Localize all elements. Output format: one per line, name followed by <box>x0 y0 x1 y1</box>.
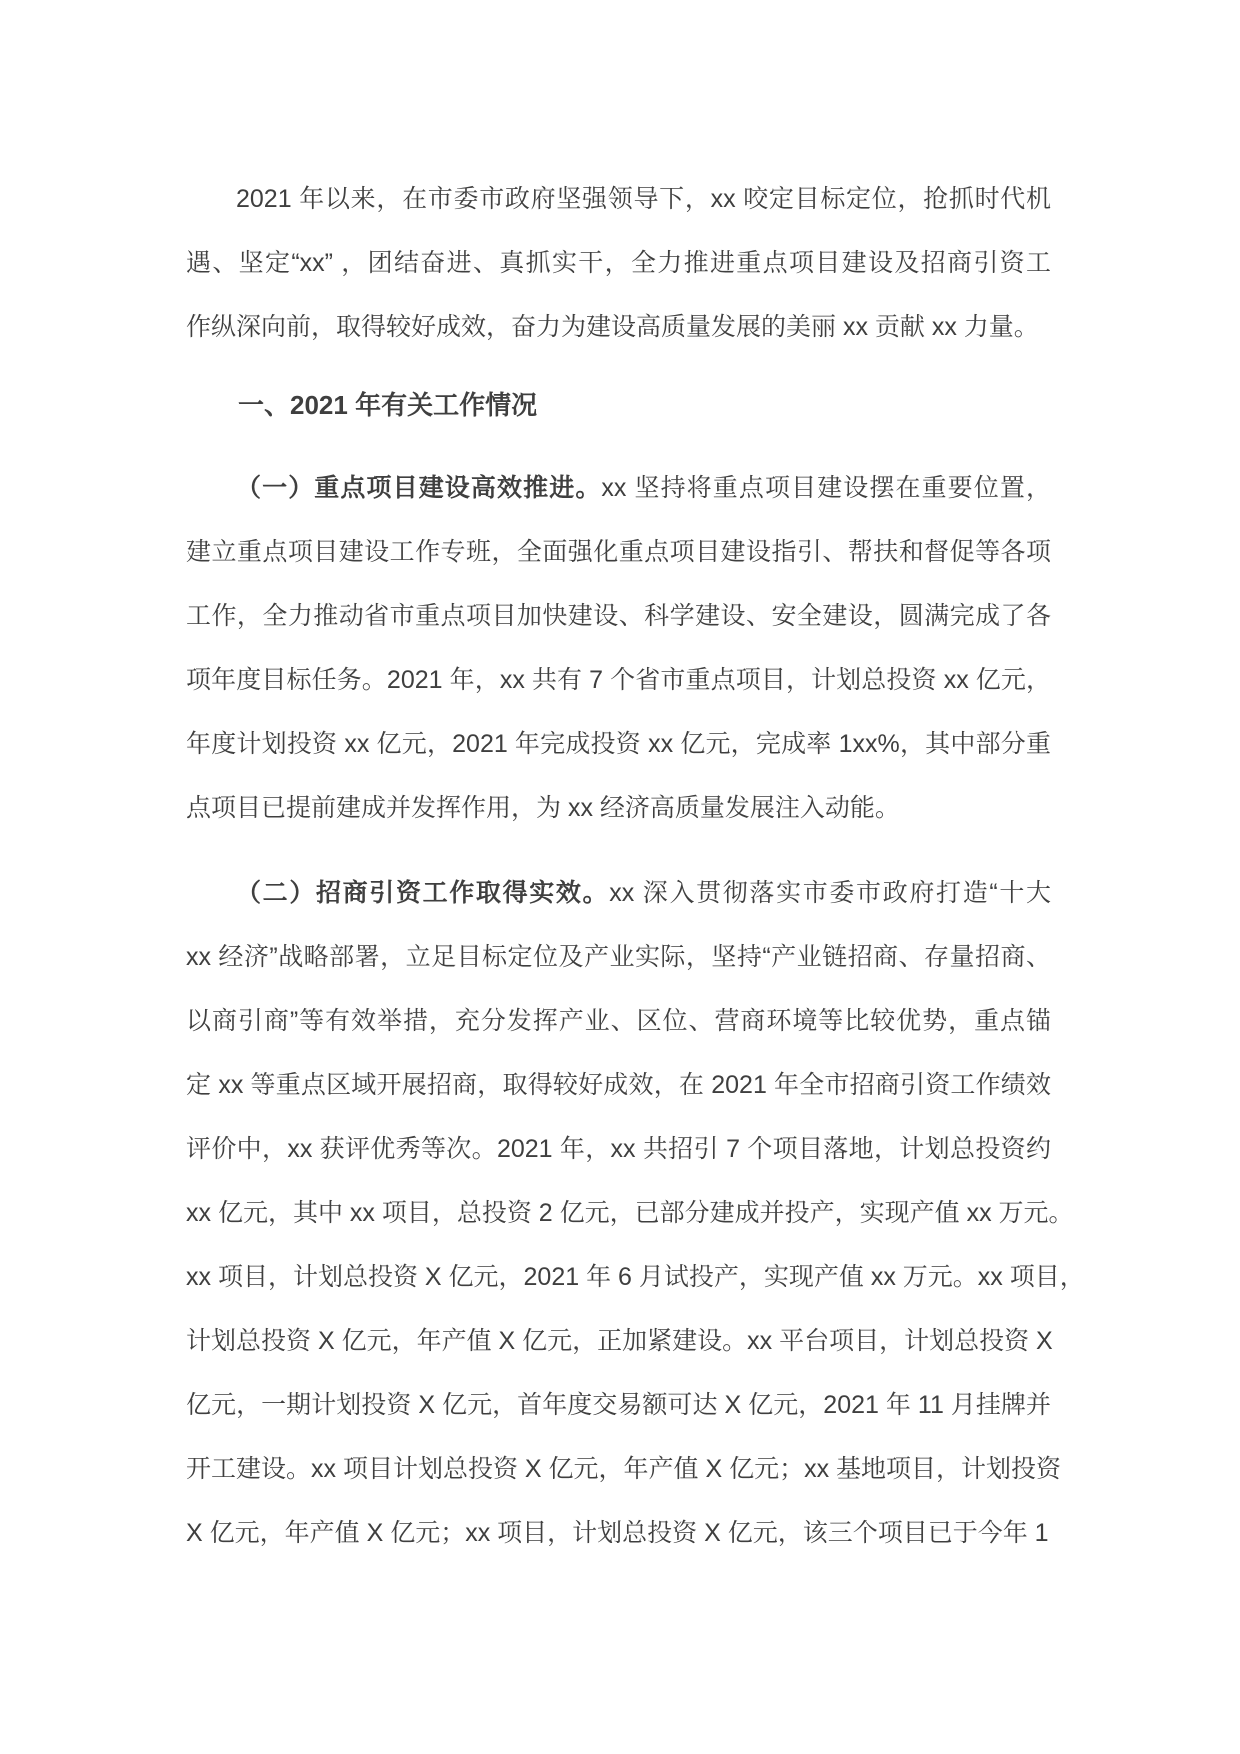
section-2-paragraph <box>186 861 1085 1565</box>
text-line: 评价中，xx 获评优秀等次。2021 年，xx 共招引 7 个项目落地，计划总投资约 <box>186 1135 1051 1163</box>
text-line: 建立重点项目建设工作专班，全面强化重点项目建设指引、帮扶和督促等各项 <box>186 538 1051 566</box>
text-line: 项年度目标任务。2021 年，xx 共有 7 个省市重点项目，计划总投资 xx 亿元， <box>186 666 1051 694</box>
text-line: 计划总投资 X 亿元，年产值 X 亿元，正加紧建设。xx 平台项目，计划总投资 X <box>186 1327 1053 1355</box>
intro-paragraph <box>186 167 1051 359</box>
text-line: 年度计划投资 xx 亿元，2021 年完成投资 xx 亿元，完成率 1xx%，其中部分重 <box>186 730 1051 758</box>
text-line: xx 亿元，其中 xx 项目，总投资 2 亿元，已部分建成并投产，实现产值 xx 万元。 <box>186 1199 1074 1227</box>
section-1-first-rest: xx 坚持将重点项目建设摆在重要位置， <box>601 474 1051 502</box>
text-line: xx 项目，计划总投资 X 亿元，2021 年 6 月试投产，实现产值 xx 万元。xx 项目， <box>186 1263 1085 1291</box>
text-line: 点项目已提前建成并发挥作用，为 xx 经济高质量发展注入动能。 <box>186 794 900 822</box>
text-line: 遇、坚定“xx” ，团结奋进、真抓实干，全力推进重点项目建设及招商引资工 <box>186 249 1051 277</box>
text-line: 工作，全力推动省市重点项目加快建设、科学建设、安全建设，圆满完成了各 <box>186 602 1051 630</box>
text-line: 2021 年以来，在市委市政府坚强领导下，xx 咬定目标定位，抢抓时代机 <box>236 185 1051 213</box>
text-line: 以商引商”等有效举措，充分发挥产业、区位、营商环境等比较优势，重点锚 <box>186 1007 1051 1035</box>
text-line: xx 经济”战略部署，立足目标定位及产业实际，坚持“产业链招商、存量招商、 <box>186 943 1051 971</box>
text-line: X 亿元，年产值 X 亿元；xx 项目，计划总投资 X 亿元，该三个项目已于今年 1 <box>186 1519 1049 1547</box>
text-line <box>186 456 1051 520</box>
text-line: 开工建设。xx 项目计划总投资 X 亿元，年产值 X 亿元；xx 基地项目，计划投资 <box>186 1455 1062 1483</box>
text-line <box>186 861 1051 925</box>
text-line: 亿元，一期计划投资 X 亿元，首年度交易额可达 X 亿元，2021 年 11 月挂牌并 <box>186 1391 1051 1419</box>
section-heading: 一、2021 年有关工作情况 <box>238 390 538 420</box>
section-2-lead: （二）招商引资工作取得实效。 <box>236 879 610 907</box>
section-2-first-rest: xx 深入贯彻落实市委市政府打造“十大 <box>609 879 1051 907</box>
section-1-paragraph <box>186 456 1051 840</box>
text-line: 作纵深向前，取得较好成效，奋力为建设高质量发展的美丽 xx 贡献 xx 力量。 <box>186 313 1039 341</box>
text-line: 定 xx 等重点区域开展招商，取得较好成效，在 2021 年全市招商引资工作绩效 <box>186 1071 1051 1099</box>
section-1-lead: （一）重点项目建设高效推进。 <box>236 474 602 502</box>
